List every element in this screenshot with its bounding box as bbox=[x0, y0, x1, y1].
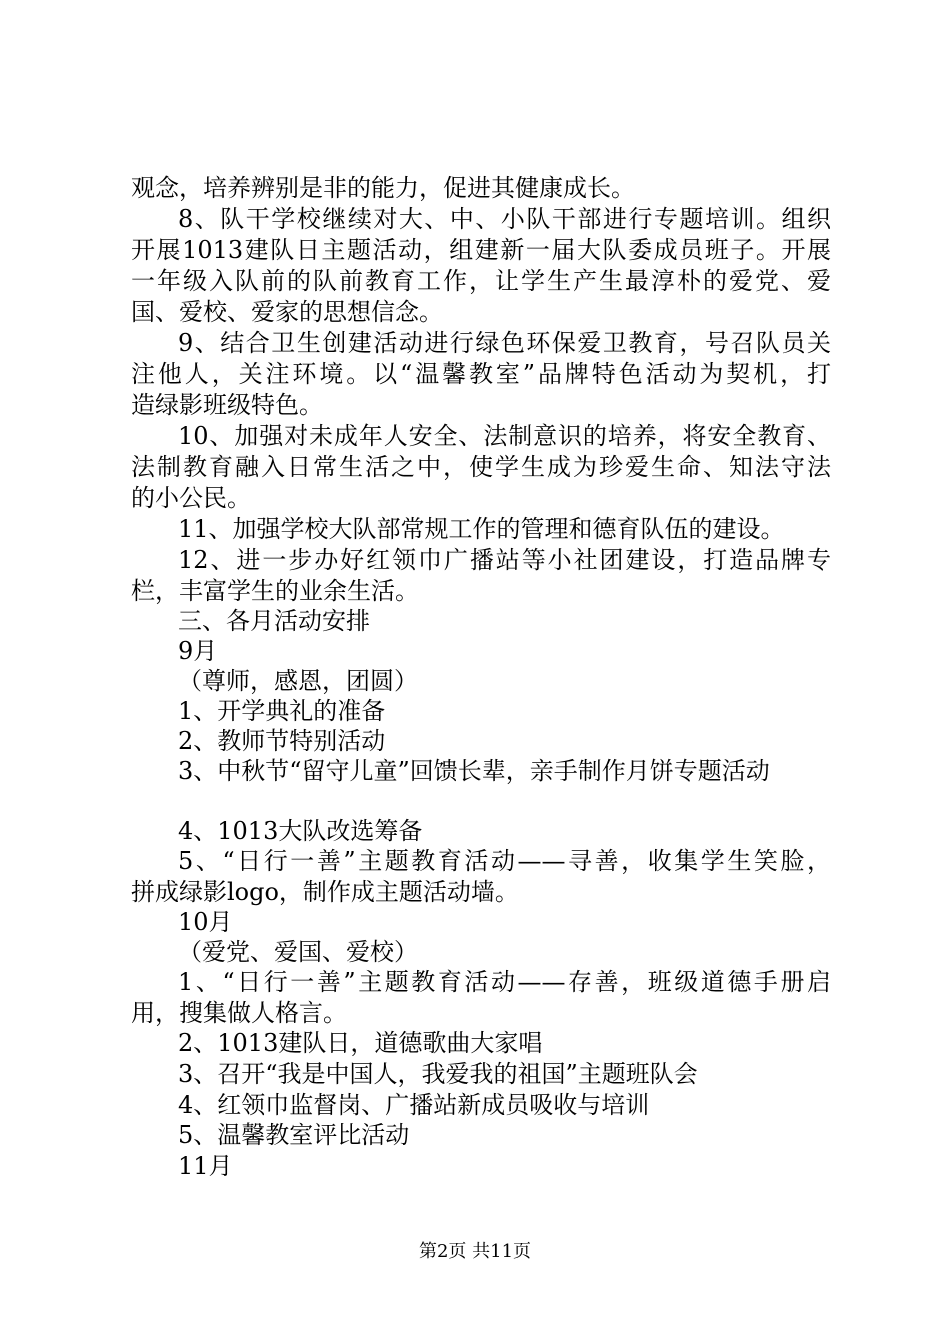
month-heading: 9月 bbox=[178, 637, 218, 665]
list-item: 5、“日行一善”主题教育活动——寻善，收集学生笑脸， bbox=[178, 847, 831, 875]
paragraph-line: 观念，培养辨别是非的能力，促进其健康成长。 bbox=[131, 174, 635, 202]
list-item: 2、教师节特别活动 bbox=[178, 727, 386, 755]
list-item: 4、1013大队改选筹备 bbox=[178, 817, 423, 845]
month-heading: 10月 bbox=[178, 908, 233, 936]
paragraph-line: 9、结合卫生创建活动进行绿色环保爱卫教育，号召队员关 bbox=[178, 329, 831, 357]
page-number-footer: 第2页 共11页 bbox=[418, 1241, 532, 1262]
paragraph-line: 拼成绿影logo，制作成主题活动墙。 bbox=[131, 878, 519, 906]
paragraph-line: 注他人，关注环境。以“温馨教室”品牌特色活动为契机，打 bbox=[131, 360, 831, 388]
month-theme: （尊师，感恩，团圆） bbox=[178, 667, 418, 695]
paragraph-line: 开展1013建队日主题活动，组建新一届大队委成员班子。开展 bbox=[131, 236, 831, 264]
list-item: 5、温馨教室评比活动 bbox=[178, 1121, 410, 1149]
month-theme: （爱党、爱国、爱校） bbox=[178, 938, 418, 966]
paragraph-line: 法制教育融入日常生活之中，使学生成为珍爱生命、知法守法 bbox=[131, 453, 831, 481]
paragraph-line: 一年级入队前的队前教育工作，让学生产生最淳朴的爱党、爱 bbox=[131, 267, 831, 295]
list-item: 2、1013建队日，道德歌曲大家唱 bbox=[178, 1029, 543, 1057]
section-heading: 三、各月活动安排 bbox=[178, 607, 370, 635]
list-item: 1、开学典礼的准备 bbox=[178, 697, 386, 725]
paragraph-line: 造绿影班级特色。 bbox=[131, 391, 323, 419]
list-item: 4、红领巾监督岗、广播站新成员吸收与培训 bbox=[178, 1091, 650, 1119]
paragraph-line: 的小公民。 bbox=[131, 484, 251, 512]
paragraph-line: 国、爱校、爱家的思想信念。 bbox=[131, 298, 443, 326]
paragraph-line: 10、加强对未成年人安全、法制意识的培养，将安全教育、 bbox=[178, 422, 831, 450]
paragraph-line: 用，搜集做人格言。 bbox=[131, 999, 347, 1027]
paragraph-line: 栏，丰富学生的业余生活。 bbox=[131, 577, 419, 605]
list-item: 3、召开“我是中国人，我爱我的祖国”主题班队会 bbox=[178, 1060, 698, 1088]
list-item: 1、“日行一善”主题教育活动——存善，班级道德手册启 bbox=[178, 968, 831, 996]
month-heading: 11月 bbox=[178, 1152, 233, 1180]
paragraph-line: 8、队干学校继续对大、中、小队干部进行专题培训。组织 bbox=[178, 205, 831, 233]
paragraph-line: 11、加强学校大队部常规工作的管理和德育队伍的建设。 bbox=[178, 515, 785, 543]
list-item: 3、中秋节“留守儿童”回馈长辈，亲手制作月饼专题活动 bbox=[178, 757, 770, 785]
paragraph-line: 12、进一步办好红领巾广播站等小社团建设，打造品牌专 bbox=[178, 546, 831, 574]
